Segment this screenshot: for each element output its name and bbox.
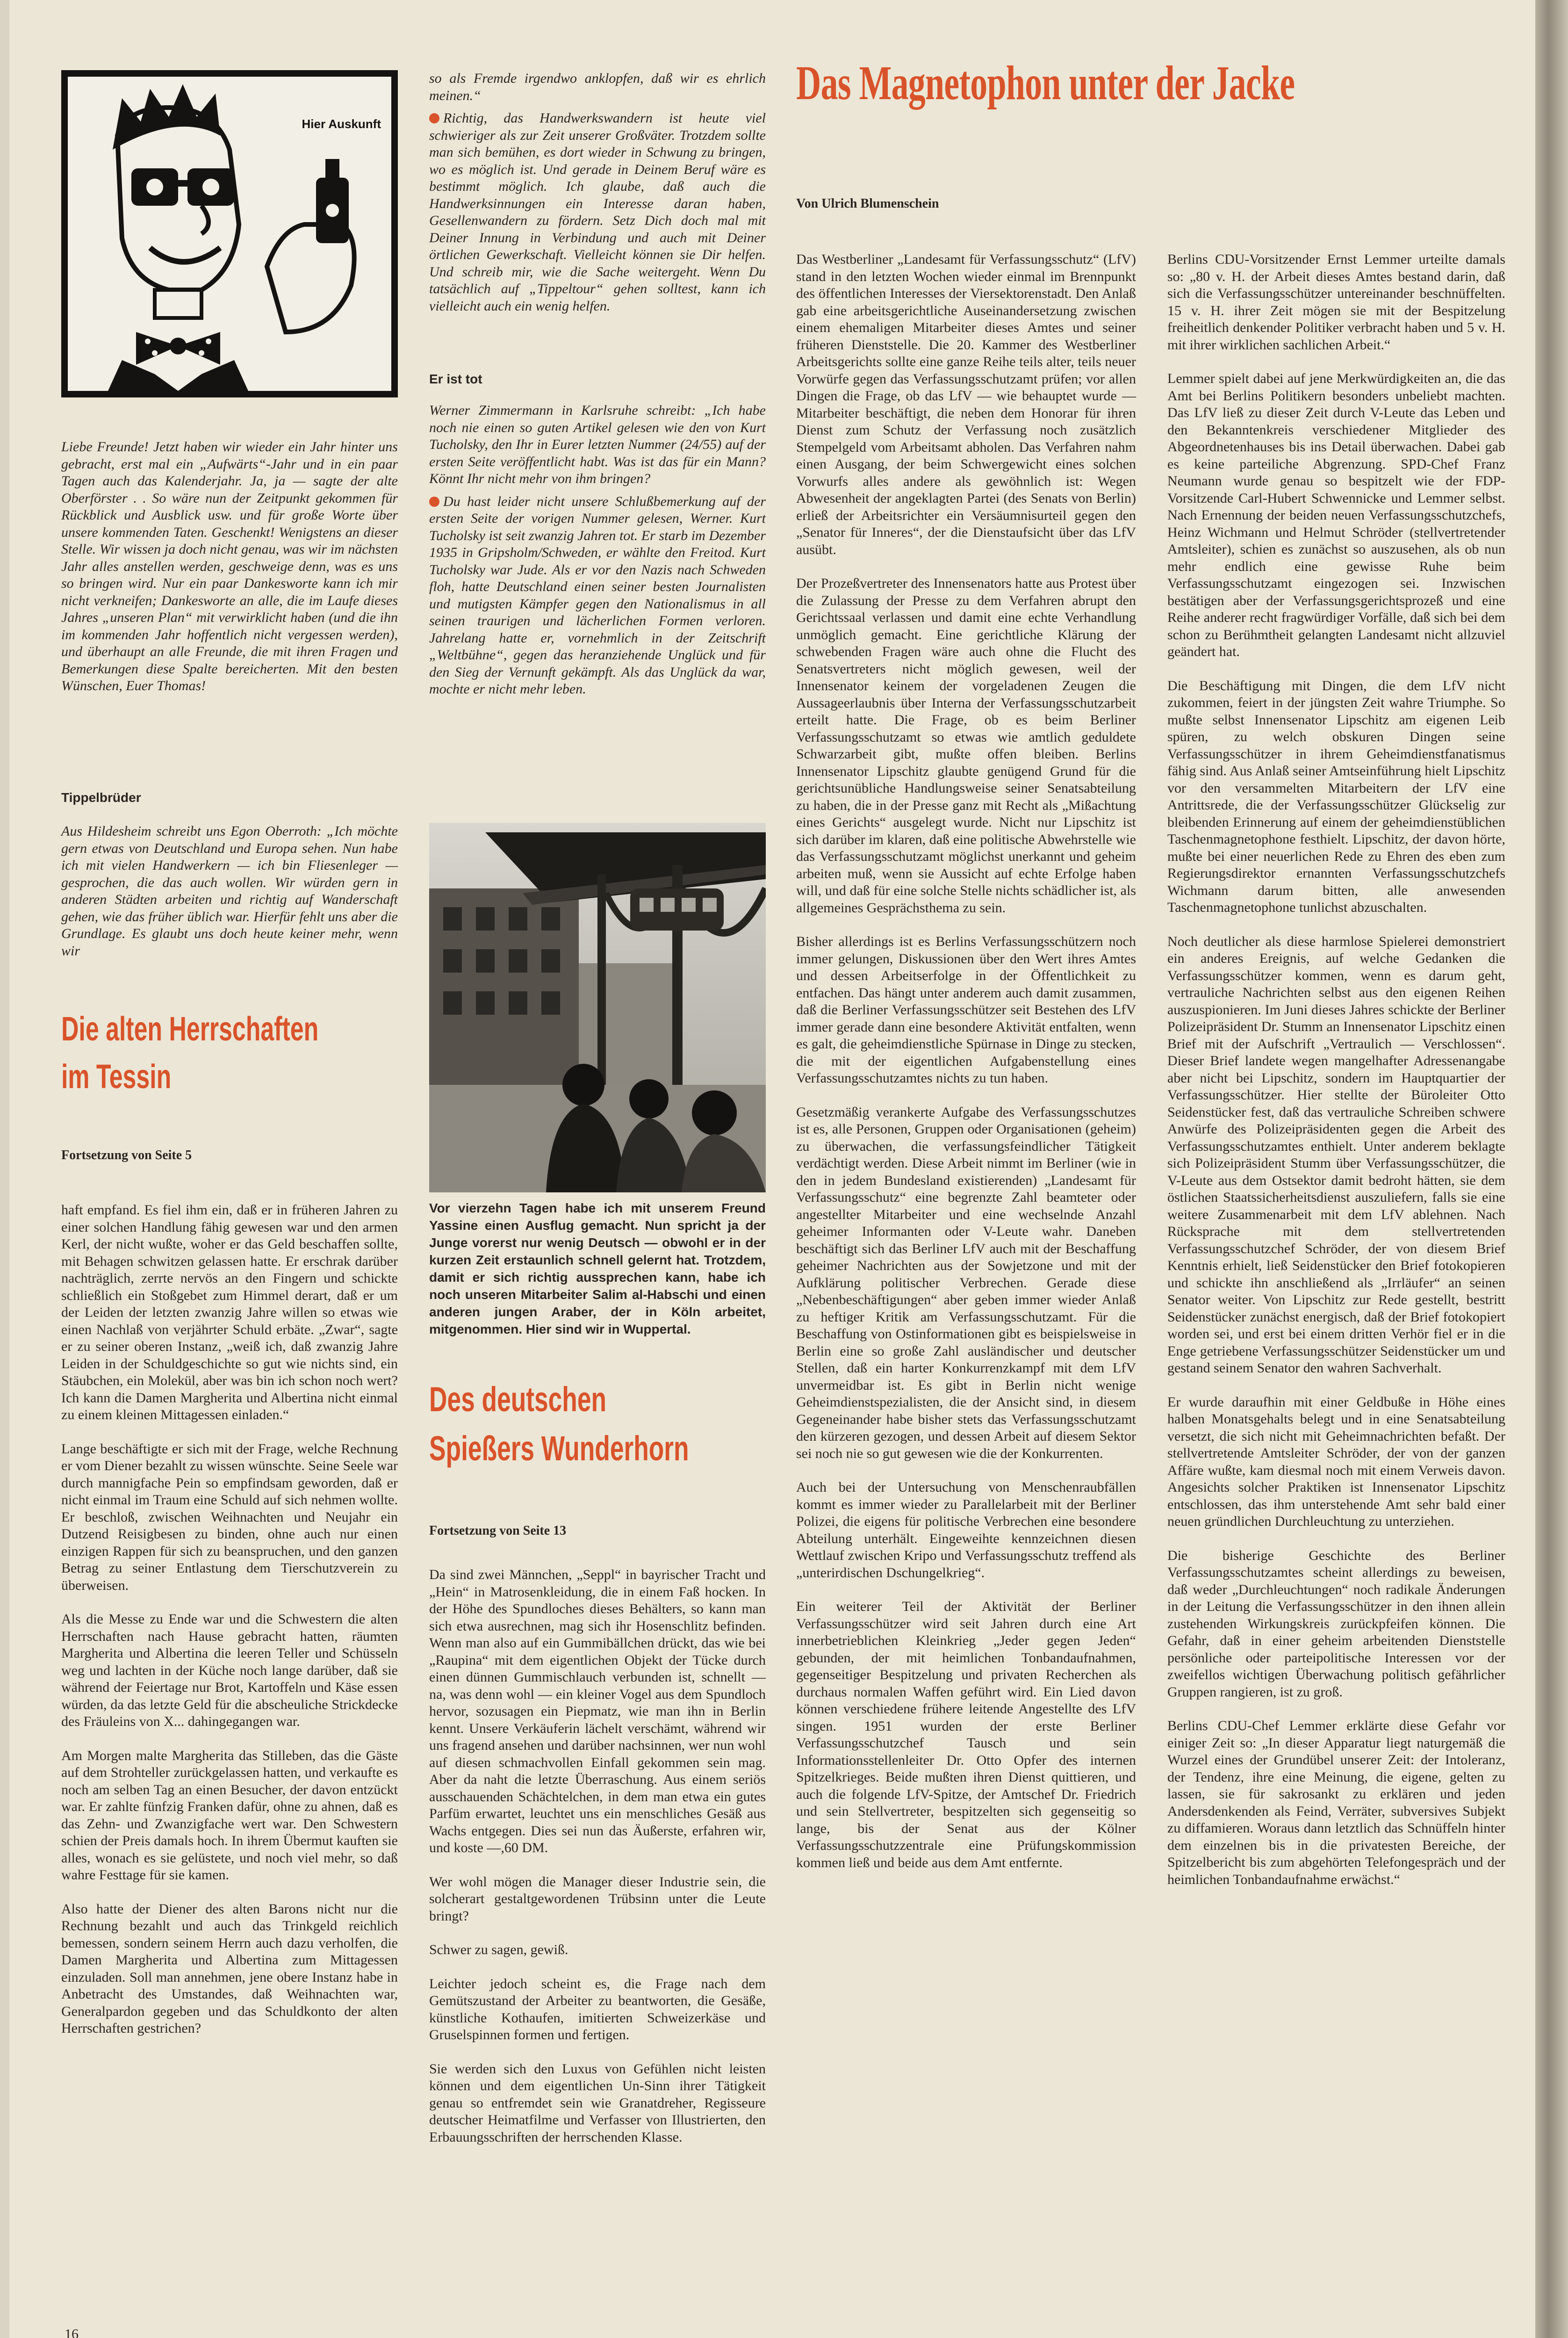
- magnetophon-byline: Von Ulrich Blumenschein: [796, 196, 939, 211]
- tessin-paragraph: haft empfand. Es fiel ihm ein, daß er in früheren Jahren zu einer solchen Handlung fähig gewesen war und den armen Kerl, der nicht wußte, woher er das Geld beschaffen sollte, mit Behagen schwitzen gelassen hatte. Er erschrak darüber nachträglich, zerrte nervös an den Fingern und schickte schließlich ein Stoßgebet zum Himmel derart, daß er um der Leiden der letzten zwanzig Jahre willen so etwas wie einen Nachlaß von verjährter Schuld erbäte. „Zwar“, sagte er zu seiner oberen Instanz, „weiß ich, daß zwanzig Jahre Leiden in der Schuldgeschichte so gut wie nichts sind, ein Stäubchen, ein Molekül, aber was bin ich schon noch wert? Ich kann die Damen Margherita und Albertina nicht einmal zu einem kleinen Mittagessen einladen.“: [61, 1202, 398, 1422]
- cartoon-box: [61, 70, 398, 397]
- magnetophon-paragraph: Noch deutlicher als diese harmlose Spielerei demonstriert ein anderes Ereignis, auf welche Gedanken die Verfassungsschützer kommen, wenn es darum geht, vertrauliche Nachrichten selbst aus den eigenen Reihen auszuspionieren. Im Juni dieses Jahres schickte der Berliner Polizeipräsident Dr. Stumm an Innensenator Lipschitz einen Brief mit der Aufschrift „Vertraulich — Verschlossen“. Dieser Brief landete wegen mangelhafter Adressenangabe aber nicht bei Lipschitz, sondern im Hauptquartier der Verfassungsschützer. Hier stellte der Büroleiter Otto Seidenstücker fest, daß das vertrauliche Schreiben schwere Anwürfe des Polizeipräsidenten gegen die Arbeit des Verfassungsschutzamtes enthielt. Unter anderem beklagte sich Polizeipräsident Stumm über Verfassungsschützer, die V-Leute aus dem Ostsektor damit bedroht hätten, sie dem östlichen Staatssicherheitsdienst auszuliefern, falls sie eine weitere Zusammenarbeit mit dem LfV ablehnen. Nach Rücksprache mit dem stellvertretenden Verfassungsschutzchef Schröder, der von diesem Brief Kenntnis erhielt, ließ Seidenstücker den Brief fotokopieren und schickte ihn anschließend als „Irrläufer“ an seinen Senator weiter. Von Lipschitz zur Rede gestellt, bestritt Seidenstücker zunächst energisch, daß der Brief fotokopiert worden sei, und erst bei einem dritten Verhör fiel er in die Enge getriebene Verfassungsschützer Seidenstücker um und gestand seinem Senator den wahren Sachverhalt.: [1167, 933, 1505, 1376]
- magnetophon-column-2: [1167, 251, 1505, 1905]
- wunderhorn-paragraph: Sie werden sich den Luxus von Gefühlen nicht leisten können und dem eigentlichen Un-Sinn ihrer Tätigkeit genau so entfremdet sein wie Granatdreher, Regisseure deutscher Heimatfilme und Verfasser von Illustrierten, den Erbauungsschriften der herrschenden Klasse.: [429, 2061, 766, 2145]
- tessin-headline-line-2: im Tessin: [61, 1058, 172, 1096]
- magnetophon-paragraph: Lemmer spielt dabei auf jene Merkwürdigkeiten an, die das Amt bei Berlins Politikern besonders unbeliebt machten. Das LfV ließ zu dieser Zeit durch V-Leute das Leben und den Bekanntenkreis verschiedener Mitglieder des Abgeordnetenhauses bis ins Detail überwachen. Dabei gab es keine parteiliche Abgrenzung. SPD-Chef Franz Neumann wurde genau so bespitzelt wie der FDP-Vorsitzende Carl-Hubert Schwennicke und Lemmer selbst. Nach Ernennung der beiden neuen Verfassungsschutzchefs, Heinz Wichmann und Helmut Schröder (stellvertretender Amtsleiter), schien es zunächst so auszusehen, als ob nun mehr endlich eine gewisse Ruhe beim Verfassungsschutzamt eingezogen sei. Inzwischen bestätigen aber der Verfassungsgerichtsprozeß und eine Reihe anderer recht fragwürdiger Vorfälle, daß sich bei dem schon zu Berühmtheit gelangten Landesamt nicht allzuviel geändert hat.: [1167, 371, 1505, 659]
- magnetophon-paragraph: Bisher allerdings ist es Berlins Verfassungsschützern noch immer gelungen, Diskussionen über den Wert ihres Amtes und dessen Arbeitserfolge in der Öffentlichkeit zu entfachen. Das hängt unter anderem auch damit zusammen, daß die Berliner Verfassungsschützer seit Bestehen des LfV immer gerade dann eine besondere Aktivität entfalten, wenn es galt, die geheimdienstliche Spürnase in Dinge zu stecken, die mit der eigentlichen Aufgabenstellung eines Verfassungsschutzamtes nichts zu tun haben.: [796, 934, 1136, 1086]
- tucholsky-answer: [429, 493, 766, 698]
- bullet-marker: [429, 110, 443, 126]
- wunderhorn-headline-line-1: Des deutschen: [429, 1380, 607, 1419]
- magnetophon-headline: Das Magnetophon unter der Jacke: [796, 56, 1295, 110]
- tippel-letter-end: so als Fremde irgendwo anklopfen, daß wir es ehrlich meinen.“: [429, 71, 766, 103]
- tessin-headline-line-1: Die alten Herrschaften: [61, 1010, 319, 1048]
- magnetophon-paragraph: Die Beschäftigung mit Dingen, die dem LfV nicht zukommen, feiert in der jüngsten Zeit wahre Triumphe. So mußte selbst Innensenator Lipschitz am eigenen Leib spüren, zu welch obskuren Dingen seine Verfassungsschützer in ihrem Geheimdienstfanatismus fähig sind. Aus Anlaß seiner Amtseinführung hielt Lipschitz vor den versammelten Mitarbeitern der LfV eine Antrittsrede, die der Verfassungsschützer Glückselig zur bleibenden Erinnerung auf einem der geheimdienstüblichen Taschenmagnetophone festhielt. Lipschitz, der davon hörte, mußte bei einer neuerlichen Rede zu Ehren des eben zum Regierungsdirektor ernannten Verfassungsschutzchefs Wichmann darum bitten, alle anwesenden Taschenmagnetophone tunlichst abzuschalten.: [1167, 678, 1505, 915]
- tessin-paragraph: Lange beschäftigte er sich mit der Frage, welche Rechnung er vom Diener bezahlt zu wissen wünschte. Seine Seele war durch mannigfache Pein so empfindsam geworden, daß er nicht einmal im Traum eine Schuld auf sich nehmen wollte. Er beschloß, zwischen Weihnachten und Neujahr ein Dutzend Reisigbesen zu binden, ohne auch nur einen einzigen Rappen für sich zu beanspruchen, und den ganzen Betrag zu seiner Entlastung dem Tierschutzverein zu überweisen.: [61, 1441, 398, 1593]
- wunderhorn-paragraph: Schwer zu sagen, gewiß.: [429, 1942, 568, 1957]
- photo-illustration: [429, 823, 766, 1192]
- tessin-paragraph: Als die Messe zu Ende war und die Schwestern die alten Herrschaften nach Hause gebracht hatten, räumten Margherita und Albertina die leeren Teller und Schüsseln weg und lachten in der Küche noch lange darüber, daß sie während der Feiertage nur Brot, Kartoffeln und Käse essen würden, da das letzte Geld für die abscheuliche Strickdecke des Fräuleins von X... dahingegangen war.: [61, 1611, 398, 1729]
- tessin-paragraph: Am Morgen malte Margherita das Stilleben, das die Gäste auf dem Strohteller zurückgelassen hatten, und verkaufte es noch am selben Tag an einen Besucher, der davon entzückt war. Er zahlte fünfzig Franken dafür, ohne zu ahnen, daß es das Zehn- und Zwanzigfache wert war. Den Schwestern schien der Preis damals hoch. In ihrem Übermut kauften sie alles, wonach es sie gelüstete, und noch viel mehr, so daß wahre Festtage für sie kamen.: [61, 1747, 398, 1883]
- wunderhorn-paragraph: Leichter jedoch scheint es, die Frage nach dem Gemütszustand der Arbeiter zu beantworten, die Gesäße, künstliche Kothaufen, imitierten Schweizerkäse und Gruselspinnen formen und fertigen.: [429, 1976, 766, 2042]
- magnetophon-paragraph: Gesetzmäßig verankerte Aufgabe des Verfassungsschutzes ist es, alle Personen, Gruppen oder Organisationen (geheim) zu überwachen, die verfassungsfeindlicher Tätigkeit verdächtigt werden. Diese Arbeit nimmt im Berliner (wie in den in jedem Bundesland existierenden) „Landesamt für Verfassungsschutz“ eine begrenzte Zahl beamteter oder angestellter Mitarbeiter und eine wechselnde Anzahl geheimer Informanten oder V-Leute wahr. Daneben beschäftigt sich das Berliner LfV auch mit der Beschaffung geheimer Nachrichten aus der Sowjetzone und mit der Aufklärung politischer Verbrechen. Gerade diese „Nebenbeschäftigungen“ aber geben immer wieder Anlaß zu heftiger Kritik am Verfassungsschutzamt. Für die Beschaffung von Ostinformationen gibt es beispielsweise in Berlin eine so große Zahl ausländischer und deutscher Stellen, daß ein harter Konkurrenzkampf mit dem LfV unvermeidbar ist. Es gibt in Berlin nicht wenige Geheimdienstspezialisten, die der Ansicht sind, in diesem Gegeneinander habe bisher stets das Verfassungsschutzamt den kürzeren gezogen, und dessen Arbeit auf diesem Sektor sei noch nie so gut gewesen wie die der Konkurrenten.: [796, 1104, 1136, 1461]
- subhead-er-ist-tot: Er ist tot: [429, 372, 482, 386]
- tippel-answer-text: Richtig, das Handwerkswandern ist heute viel schwieriger als zur Zeit unserer Großväter. Trotzdem sollte man sich bemühen, es dort wieder in Schwung zu bringen, wo es möglich ist. Und gerade in Deinem Beruf wäre es bestimmt möglich. Ich glaube, daß auch die Handwerksinnungen ein Interesse daran haben, Gesellenwandern zu fördern. Setz Dich doch mal mit Deiner Innung in Verbindung und auch mit Deiner örtlichen Gewerkschaft. Vielleicht können sie Dir helfen. Und schreib mir, wie die Sache weitergeht. Wenn Du tatsächlich auf „Tippeltour“ gehen solltest, kann ich vielleicht auch ein wenig helfen.: [429, 110, 766, 314]
- column-2-tucholsky: [429, 402, 766, 715]
- magnetophon-paragraph: Der Prozeßvertreter des Innensenators hatte aus Protest über die Zulassung der Presse zu dem Verfahren abrupt den Gerichtssaal verlassen und damit eine echte Verhandlung unmöglich gemacht. Eine gerichtliche Klärung der schwebenden Fragen wäre auch ohne die Flucht des Senatsvertreters nicht möglich gewesen, weil der Innensenator keinem der vorgeladenen Zeugen die Aussageerlaubnis über Interna der Verfassungsschutzarbeit erteilt hatte. Die Frage, ob es beim Berliner Verfassungsschutzamt so etwas wie amtlich geduldete Schwarzarbeit gibt, mußte offen bleiben. Berlins Innensenator Lipschitz glaubte genügend Grund für die gerichtsunübliche Handlungsweise seiner Senatsabteilung zu haben, die in der Presse ganz mit Recht als „Mißachtung eines Gerichts“ ausgelegt wurde. Nicht nur Lipschitz ist sich darüber im klaren, daß eine politische Abwehrstelle wie das Verfassungsschutzamt möglichst unerkannt und geheim arbeiten muß, wenn sie Aussicht auf echte Erfolge haben will, und daß für eine solche Stelle nichts schädlicher ist, als allgemeines Gesprächsthema zu sein.: [796, 576, 1136, 916]
- magnetophon-paragraph: Er wurde daraufhin mit einer Geldbuße in Höhe eines halben Monatsgehalts belegt und in eine Senatsabteilung versetzt, die sich nicht mit Geheimnachrichten befaßt. Der stellvertretende Amtsleiter Schröder, der von der ganzen Affäre wußte, kam diesmal noch mit einem Verweis davon. Angesichts solcher Praktiken ist Innensenator Lipschitz entschlossen, das ihm unterstehende Amt sehr bald einer neuen gründlichen Durchleuchtung zu unterziehen.: [1167, 1394, 1505, 1529]
- magnetophon-paragraph: Das Westberliner „Landesamt für Verfassungsschutz“ (LfV) stand in den letzten Wochen wieder einmal im Brennpunkt des öffentlichen Interesses der Viersektorenstadt. Den Anlaß gab eine arbeitsgerichtliche Auseinandersetzung zwischen einem ehemaligen Mitarbeiter dieses Amtes und seiner früheren Dienststelle. Die 20. Kammer des Westberliner Arbeitsgerichts sollte eine ganze Reihe teils alter, teils neuer Vorwürfe gegen das Verfassungsschutzamt prüfen; vor allen Dingen die Frage, ob das LfV — wie behauptet wurde — Mitarbeiter beschäftigt, die neben dem Honorar für ihren Dienst zum Schutz der Verfassung noch zusätzlich Stempelgeld vom Arbeitsamt abholen. Das Verfahren nahm einen Ausgang, der beim Schwergewicht eines solchen Vorwurfs alles andere als gewöhnlich ist: Wegen Abwesenheit der angeklagten Partei (des Senats von Berlin) erließ der Arbeitsrichter ein Versäumnisurteil gegen den „Senator für Inneres“, der die Dienstaufsicht über das LfV ausübt.: [796, 252, 1136, 557]
- tippel-answer: [429, 110, 766, 315]
- wunderhorn-continued-note: Fortsetzung von Seite 13: [429, 1523, 567, 1538]
- tucholsky-letter: Werner Zimmermann in Karlsruhe schreibt: „Ich habe noch nie einen so guten Artikel gelesen wie den von Kurt Tucholsky, den Ihr in Eurer letzten Nummer (24/55) auf der ersten Seite veröffentlicht habt. Was ist das für ein Mann? Könnt Ihr nicht mehr von ihm bringen?: [429, 403, 766, 486]
- column-1-intro: [61, 439, 398, 712]
- magnetophon-paragraph: Berlins CDU-Vorsitzender Ernst Lemmer urteilte damals so: „80 v. H. der Arbeit dieses Amtes bestand darin, daß sich die Verfassungsschützer untereinander beschnüffelten. 15 v. H. ihrer Zeit mögen sie mit der Bespitzelung freiheitlich denkender Politiker verbracht haben und 5 v. H. mit ihrer wirklichen sachlichen Arbeit.“: [1167, 252, 1505, 353]
- tessin-article: [61, 1202, 398, 2054]
- magnetophon-paragraph: Die bisherige Geschichte des Berliner Verfassungsschutzamtes scheint allerdings zu beweisen, daß weder „Durchleuchtungen“ noch radikale Änderungen in der Leitung die Verfassungsschützer in den ihnen allein zustehenden Wirkungskreis zurückpfeifen können. Die Gefahr, daß in einer geheim arbeitenden Dienststelle persönliche oder parteipolitische Interessen vor der zweifellos wichtigen Überwachung politisch gefährlicher Gruppen rangieren, ist zu groß.: [1167, 1547, 1505, 1700]
- tucholsky-answer-text: Du hast leider nicht unsere Schlußbemerkung auf der ersten Seite der vorigen Nummer gelesen, Werner. Kurt Tucholsky ist seit zwanzig Jahren tot. Er starb im Dezember 1935 in Gripsholm/Schweden, er wählte den Freitod. Kurt Tucholsky war Jude. Als er vor den Nazis nach Schweden floh, hatte Deutschland einen seiner besten Journalisten und mutigsten Kämpfer gegen den Nationalismus in all seinen traurigen und lächerlichen Formen verloren. Jahrelang hatte er, vornehmlich in der Zeitschrift „Weltbühne“, gegen das heranziehende Unglück und für den Sieg der Vernunft gekämpft. Als das Unglück da war, mochte er nicht mehr leben.: [429, 493, 766, 697]
- column-1-tippel: [61, 823, 398, 976]
- wunderhorn-article: [429, 1566, 766, 2163]
- magnetophon-paragraph: Berlins CDU-Chef Lemmer erklärte diese Gefahr vor einiger Zeit so: „In dieser Apparatur liegt naturgemäß die Wurzel eines der Grundübel unserer Zeit: der Intoleranz, der Tendenz, ihre eine Meinung, die eigene, gelten zu lassen, sie für sakrosankt zu erklären und jeden Andersdenkenden als Feind, Verräter, subversives Subjekt zu diffamieren. Woraus dann letztlich das Schnüffeln hinter dem einzelnen bis in die privatesten Bereiche, der Spitzelbericht bis zum abgehörten Telefongespräch und der heimlichen Tonbandaufnahme erwächst.“: [1167, 1718, 1505, 1887]
- column-2-letters: [429, 70, 766, 332]
- subhead-tippelbrueder: Tippelbrüder: [61, 790, 141, 805]
- tippel-letter: Aus Hildesheim schreibt uns Egon Oberroth: „Ich möchte gern etwas von Deutschland und Europa sehen. Nun habe ich mit vielen Handwerkern — ich bin Fliesenleger — gesprochen, die das auch wollen. Wir würden gern in anderen Städten arbeiten und richtig auf Wanderschaft gehen, wie das früher üblich war. Hierfür fehlt uns aber die Grundlage. Es glaubt uns doch heute keiner mehr, wenn wir: [61, 823, 398, 959]
- bullet-marker: [429, 494, 443, 509]
- intro-letter: Liebe Freunde! Jetzt haben wir wieder ein Jahr hinter uns gebracht, erst mal ein „Aufwärts“-Jahr und in ein paar Tagen auch das Kalenderjahr. Ja, ja — sagte der alte Oberförster . . So wäre nun der Zeitpunkt gekommen für Rückblick und Ausblick usw. und für große Worte über unsere kommenden Taten. Geschenkt! Wenigstens an dieser Stelle. Wir wissen ja doch nicht genau, was wir im nächsten Jahr alles anstellen werden, geschweige denn, was es uns so bringen wird. Nur ein paar Dankesworte kann ich mir nicht verkneifen; Dankesworte an alle, die im Laufe dieses Jahres „unseren Plan“ mit verwirklicht haben (und die ihn im kommenden Jahr hoffentlich nicht vergessen werden), und überhaupt an alle Freunde, die mit ihren Fragen und Bemerkungen diese Spalte bereicherten. Mit den besten Wünschen, Euer Thomas!: [61, 439, 398, 693]
- magnetophon-paragraph: Auch bei der Untersuchung von Menschenraubfällen kommt es immer wieder zu Parallelarbeit mit der Berliner Polizei, die eigens für politische Verbrechen eine besondere Abteilung unterhält. Eingeweihte kennzeichnen diesen Wettlauf zwischen Kripo und Verfassungsschutz treffend als „unterirdischen Dschungelkrieg“.: [796, 1479, 1136, 1580]
- magnetophon-paragraph: Ein weiterer Teil der Aktivität der Berliner Verfassungsschützer wird seit Jahren durch eine Art innerbetrieblichen Kleinkrieg „Jeder gegen Jeden“ gebunden, der mit heimlichen Tonbandaufnahmen, gegenseitiger Bespitzelung und privaten Recherchen als durchaus normalen Waffen geführt wird. Ein Lied davon können verschiedene frühere leitende Angestellte des LfV singen. 1951 wurden der erste Berliner Verfassungsschutzchef Tausch und sein Informationsstellenleiter Dr. Otto Opfer des internen Spitzelkrieges. Beide mußten ihren Dienst quittieren, und auch die folgende LfV-Spitze, der Amtschef Dr. Friedrich und sein Stellvertreter, bespitzelten sich gegenseitig so lange, bis der Senat aus der Kölner Verfassungsschutzzentrale eine Prüfungskommission kommen ließ und beide aus dem Amt entfernte.: [796, 1599, 1136, 1870]
- wuppertal-photo: [429, 823, 766, 1192]
- photo-caption: Vor vierzehn Tagen habe ich mit unserem Freund Yassine einen Ausflug gemacht. Nun spricht ja der Junge vorerst nur wenig Deutsch — obwohl er in der kurzen Zeit erstaunlich schnell gelernt hat. Trotzdem, damit er sich richtig aussprechen kann, habe ich noch unseren Mitarbeiter Salim al-Habschi und einen anderen jungen Araber, der in Köln arbeitet, mitgenommen. Hier sind wir in Wuppertal.: [429, 1201, 766, 1336]
- tessin-paragraph: Also hatte der Diener des alten Barons nicht nur die Rechnung bezahlt und auch das Trinkgeld reichlich bemessen, sondern seinem Herrn auch dazu verholfen, die Damen Margherita und Albertina zum Mittagessen einzuladen. Soll man annehmen, jene obere Instanz habe in Anbetracht des Umstandes, daß Weihnachten war, Generalpardon gegeben und das Schuldkonto der alten Herrschaften gestrichen?: [61, 1901, 398, 2036]
- wunderhorn-paragraph: Da sind zwei Männchen, „Seppl“ in bayrischer Tracht und „Hein“ in Matrosenkleidung, die in einem Faß hocken. In der Höhe des Spundloches dieses Behälters, so kann man sich etwa ausrechnen, mag sich ihr Hosenschlitz befinden. Wenn man also auf ein Gummibällchen drückt, das wie bei „Raupina“ mit dem eigentlichen Objekt der Tücke durch einen dünnen Gummischlauch verbunden ist, schnellt — na, was denn wohl — ein kleiner Vogel aus dem Spundloch hervor, sozusagen ein Piepmatz, wie man ihn in Berlin kennt. Unsere Verkäuferin lächelt verschämt, während wir uns fragend ansehen und darüber nachsinnen, wer nun wohl auf diesen schmachvollen Einfall gekommen sein mag. Aber da naht die letzte Überraschung. Aus einem seriös ausschauenden Schächtelchen, in dem man etwa ein gutes Parfüm erwartet, leuchtet uns ein menschliches Gesäß aus Wachs entgegen. Dies sei nun das Äußerste, erfahren wir, und koste —,60 DM.: [429, 1567, 766, 1855]
- page-binding: [1535, 0, 1568, 2338]
- cartoon-label: Hier Auskunft: [302, 117, 381, 131]
- wunderhorn-headline-line-2: Spießers Wunderhorn: [429, 1429, 689, 1468]
- tessin-continued-note: Fortsetzung von Seite 5: [61, 1148, 192, 1162]
- wunderhorn-paragraph: Wer wohl mögen die Manager dieser Industrie sein, die solcherart gestaltgewordenen Trübsinn unter die Leute bringt?: [429, 1874, 766, 1924]
- page-number: 16: [65, 2326, 79, 2338]
- magnetophon-column-1: [796, 251, 1136, 1888]
